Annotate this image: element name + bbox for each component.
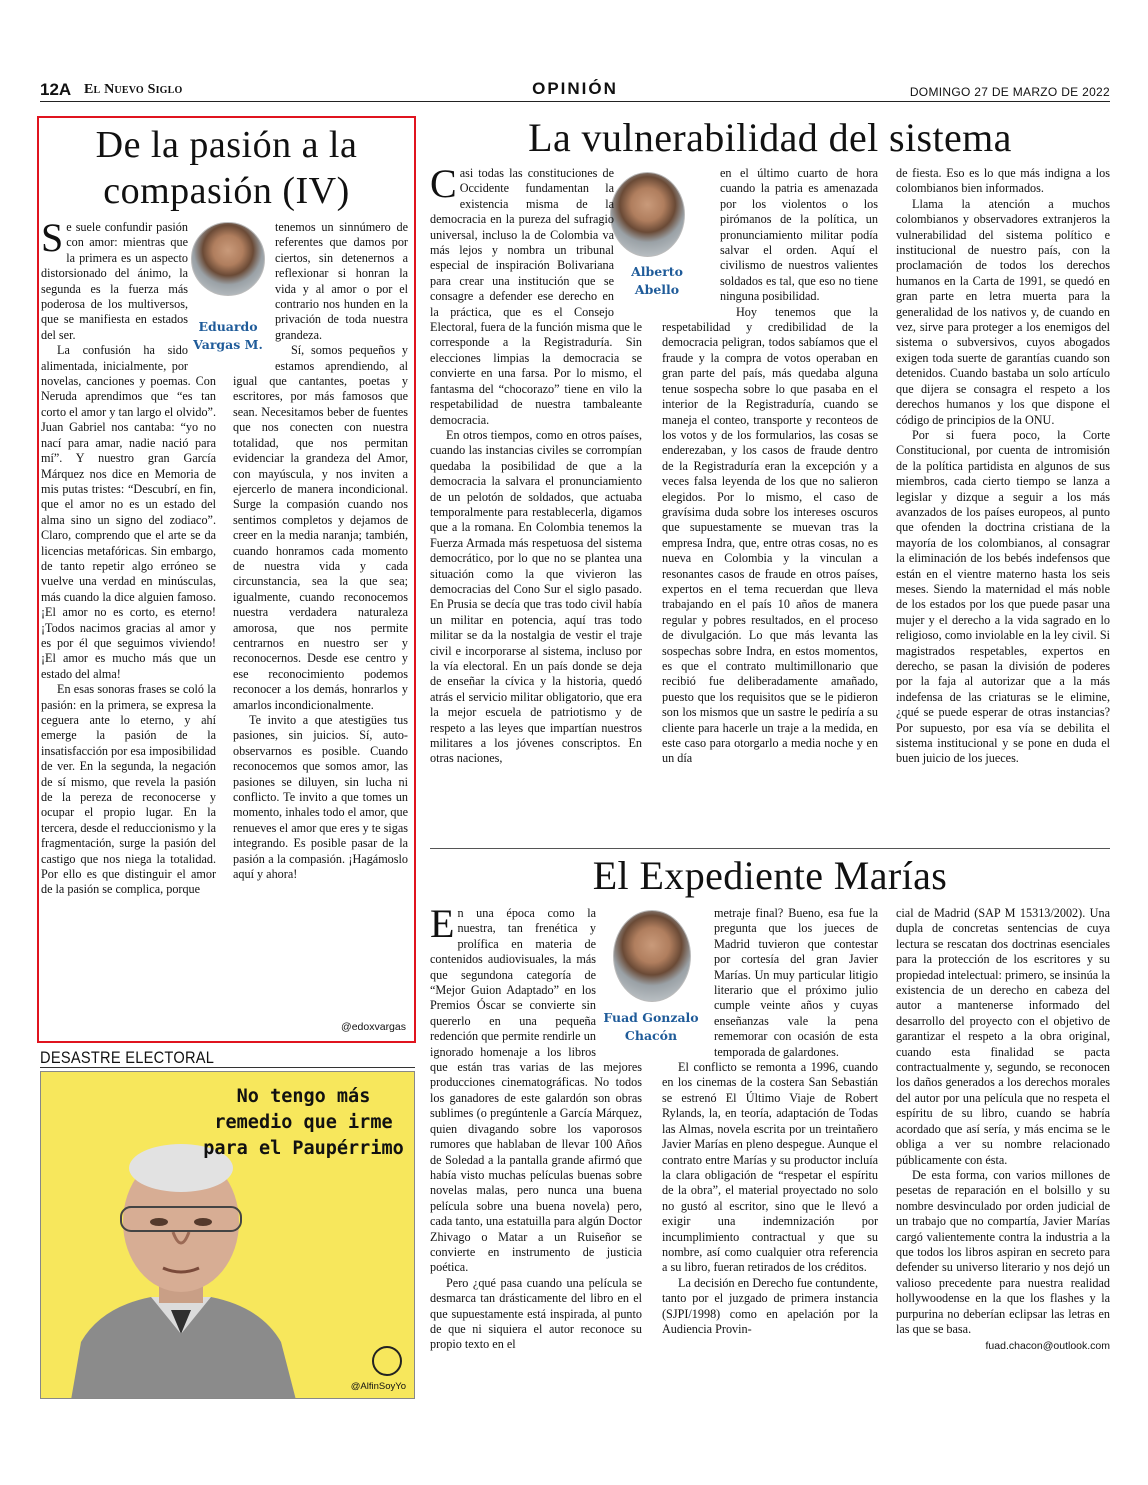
author-handle: @edoxvargas — [341, 1021, 406, 1033]
article-column-1: Se suele confundir pasión con amor: mientras que la primera es un aspecto distorsionado del ánimo, la segunda es la fuerza más poderosa de los multiversos, que se manifiesta en estados del ser. La confusión ha sido alimentada, inicialmente, por novelas, canciones y poemas. Con Neruda aprendimos que “es tan corto el amor y tan largo el olvido”. Juan Gabriel nos cantaba: “yo no nací para amar, nadie nació para mí”. Y nuestro gran García Márquez nos dice en Memoria de mis putas tristes: “Descubrí, en fin, que el amor no es un estado del alma sino un signo del zodiaco”. Claro, comprendo que el arte se da licencias metafóricas. Sin embargo, de tanto repetir algo erróneo se vuelve una verdad en minúsculas, más cuando la dice alguien famoso. ¡El amor no es corto, es eterno! ¡Todos nacimos gracias al amor y es por él que seguimos viviendo! ¡El amor es mucho más que un estado del alma! En esas sonoras frases se coló la pasión: en la primera, se expresa la ceguera ante lo eterno, y ahí emerge la pasión de la insatisfacción por esa imposibilidad de ver. En la segunda, la negación de sí mismo, que revela la pasión de la pereza de reconocerse y ocupar el propio lugar. En la tercera, desde el reduccionismo y la fragmentación, surge la pasión del castigo que nos niega la totalidad. Por ello es que distinguir el amor de la pasión se complica, porque — [41, 220, 216, 897]
article-title-expediente: El Expediente Marías — [592, 853, 948, 898]
cartoon-caption: No tengo más remedio que irme para el Paupérrimo — [203, 1086, 404, 1159]
cartoon-rule — [40, 1067, 415, 1068]
newspaper-name: El Nuevo Siglo — [84, 82, 183, 97]
author-name: Eduardo Vargas M. — [193, 319, 263, 352]
article-column-1: En una época como la nuestra, tan frenética y prolífica en materia de contenidos audiovisuales, la más que segundona categoría de “Mejor Guion Adaptado” en los Premios Óscar se convierte sin quererlo en una pequeña redención que permite rendirle un ignorado homenaje a los libros que están tras varias de las mejores producciones cinematográficas. No todos los ganadores de este galardón son obras sublimes (o pregúntenle a García Márquez, quien divagando sobre los vaporosos rumores que hablaban de llevar 100 Años de Soledad a la pantalla grande afirmó que había visto muchas películas buenas sobre novelas malas, pero nunca una buena película sobre una buena novela) pero, cada tanto, una estatuilla para algún Doctor Zhivago o Matar a un Ruiseñor se convierte en instrumento de justicia poética. Pero ¿qué pasa cuando una película se desmarca tan drásticamente del libro en el que supuestamente está inspirada, al punto de que ni siquiera el autor reconoce su propio texto en el — [430, 906, 642, 1352]
article-divider — [430, 848, 1110, 849]
cartoon — [40, 1071, 415, 1399]
cartoonist-handle: @AlfinSoyYo — [350, 1381, 406, 1392]
author-name: Alberto Abello — [631, 264, 683, 297]
article-column-2: tenemos un sinnúmero de referentes que damos por ciertos, sin detenernos a reflexionar si honran la vida y al amor o por el contrario nos hunden en la privación de toda nuestra grandeza. Sí, somos pequeños y estamos aprendiendo, al igual que cantantes, poetas y escritores, por más famosos que sean. Necesitamos beber de fuentes que nos conecten con nuestra totalidad, que nos permitan evidenciar la grandeza del Amor, con mayúscula, y nos inviten a ejercerlo de manera incondicional. Surge la compasión cuando nos sentimos completos y dejamos de creer en la media naranja; también, cuando honramos cada momento de nuestra vida y cada circunstancia, sea la que sea; igualmente, cuando reconocemos nuestra verdadera naturaleza amorosa, que nos permite centrarnos en nuestro ser y reconocernos. Desde ese centro y ese reconocimiento podemos reconocer a los demás, honrarlos y amarlos incondicionalmente. Te invito a que atestigües tus pasiones, sin juicios. Sí, auto-observarnos es posible. Cuando reconocemos que somos amor, las pasiones se diluyen, sin lucha ni conflicto. Te invito a que tomes un momento, inhales todo el amor, que renueves el amor que eres y te sigas integrando. Es posible pasar de la pasión a la compasión. ¡Hagámoslo aquí y ahora! — [233, 220, 408, 882]
dropcap: E — [430, 906, 455, 946]
section-title: OPINIÓN — [532, 79, 618, 98]
article-column-3: cial de Madrid (SAP M 15313/2002). Una dupla de concretas sentencias de cuya lectura se rescatan dos doctrinas esenciales para la protección de los escritores y su propiedad intelectual: primero, se insinúa la existencia de un derecho en cabeza del autor a mantenerse informado del desarrollo del proyecto con el objetivo de garantizar el respeto a la obra original, cuando esta finalidad se pacta contractualmente y, segundo, se reconocen los daños generados a los derechos morales del autor por una película que no respeta el espíritu de su libro, cuando se habría acordado que así sería, y más encima se le obliga a ver su nombre relacionado públicamente con ésta. De esta forma, con varios millones de pesetas de reparación en el bolsillo y su nombre desvinculado por orden judicial de un trabajo que no compartía, Javier Marías cargó valientemente contra la industria a la que todos los libros aspiran en secreto para defender su universo literario y nos dejó un valioso precedente para nuestra realidad hollywoodense en la que los flashes y la purpurina no deberían eclipsar las letras en las que se basa. fuad.chacon@outlook.com — [896, 906, 1110, 1400]
article-column-3: de fiesta. Eso es lo que más indigna a los colombianos bien informados. Llama la atención a muchos colombianos y observadores extranjeros la vulnerabilidad del sistema político e institucional de nuestro país, con la proclamación de todos los derechos humanos en la Carta de 1991, se quedó en gran parte en letra muerta para la generalidad de los nativos y, de cuando en vez, sirve para proteger a los enemigos del sistema o subversivos, cuyos abogados exigen toda suerte de garantías cuando son detenidos. Cuando bastaba un solo artículo que dijera se consagra el respeto a los derechos humanos y los que dispone el código de principios de la ONU. Por si fuera poco, la Corte Constitucional, por cuenta de intromisión de la política partidista en algunos de sus miembros, cada cierto tiempo se lanza a legislar y dizque a seguir a los más avanzados de los países europeos, al punto que ofenden la doctrina cristiana de la mayoría de los colombianos, al consagrar la eliminación de los bebés indefensos que están en el vientre materno hasta los seis meses. Siendo la maternidad el más noble de los estados por los que puede pasar una mujer y el derecho a la vida sagrado en lo religioso, como inviolable en la ley civil. Si magistrados respetables, expertos en derecho, se pasan la división de poderes por la faja al autorizar que a la más indefensa de las criaturas se le elimine, ¿qué se puede esperar de otras instancias? Por supuesto, por esa vía se debilita el sistema institucional y se pone en duda el buen juicio de los jueces. — [896, 166, 1110, 766]
article-column-2: metraje final? Bueno, esa fue la pregunta que los jueces de Madrid tuvieron que contestar por cortesía del gran Javier Marías. Un muy particular litigio literario que el próximo julio cumple veinte años y cuyas enseñanzas vale la pena rememorar con ocasión de esta temporada de galardones. El conflicto se remonta a 1996, cuando en los cinemas de la costera San Sebastián se estrenó El Último Viaje de Robert Rylands, la, en teoría, adaptación de Todas las Almas, novela escrita por un treintañero Javier Marías en pleno despegue. Aunque el contrato entre Marías y su productor incluía la clara obligación de “respetar el espíritu de la obra”, el material proyectado no solo no gustó al escritor, sino que le llevó a exigir una indemnización por incumplimiento contractual y que su nombre, así como cualquier otra referencia a su libro, fueran retirados de los créditos. La decisión en Derecho fue contundente, tanto por el juzgado de primera instancia (SJPI/1998) como en apelación por la Audiencia Provin- — [662, 906, 878, 1336]
article-column-1: Casi todas las constituciones de Occidente fundamentan la existencia misma de la democracia en la pureza del sufragio universal, incluso la de Colombia va más lejos y nombra un tribunal especial de inspiración Bolivariana para crear una institución que se consagre a defender ese derecho en la práctica, que es el Consejo Electoral, fuera de la función misma que le corresponde a la Registraduría. Sin elecciones limpias la democracia se convierte en una farsa. Por lo mismo, el fantasma del “chocorazo” tiene en vilo la respetabilidad de nuestra tambaleante democracia. En otros tiempos, como en otros países, cuando las instancias civiles se corrompían quedaba la posibilidad de que a la democracia la salvara el pronunciamiento de un pelotón de soldados, que actuaba temporalmente para restablecerla, digamos que a la romana. En Colombia tenemos la Fuerza Armada más respetuosa del sistema democrático, por lo que no se plantea una situación como la que vivieron las democracias del Cono Sur el siglo pasado. En Prusia se decía que tras todo civil había un militar en potencia, aquí tras todo militar se da la nostalgia de vestir el traje civil e incorporarse al sistema, incluso por la vía electoral. En un país donde se deja de enseñar la cívica y la historia, quedó atrás el servicio militar obligatorio, que era la mejor escuela de patriotismo y de respeto a las leyes que impartían nuestros militares a los jóvenes conscriptos. En otras naciones, — [430, 166, 642, 766]
article-title-vulnerabilidad: La vulnerabilidad del sistema — [528, 115, 1012, 160]
dropcap: C — [430, 166, 457, 206]
page-number: 12A — [40, 80, 72, 99]
author-email: fuad.chacon@outlook.com — [985, 1340, 1110, 1353]
cartoonist-logo-icon — [372, 1346, 402, 1376]
cartoon-label: DESASTRE ELECTORAL — [40, 1048, 215, 1067]
dropcap: S — [41, 220, 64, 260]
author-name: Fuad Gonzalo Chacón — [603, 1010, 699, 1043]
article-column-2: en el último cuarto de hora cuando la patria es amenazada por los violentos o los pirómanos de la política, un pronunciamiento militar podía salvar el orden. Aquí el civilismo de nuestros valientes soldados es tal, que eso no tiene ninguna posibilidad. Hoy tenemos que la respetabilidad y credibilidad de la democracia peligran, todos sabíamos que el fraude y la compra de votos operaban en gran parte del país, más quedaba alguna tenue sospecha sobre lo que pasaba en el interior de la Registraduría, cuando se maneja el conteo, transporte y reconteos de los votos y de los formularios, las cosas se enderezaban, y los casos de fraude dentro de la Registraduría eran la excepción y a veces falsa leyenda de los que no salieron elegidos. Por lo mismo, el caso de gravísima duda sobre los intereses oscuros que supuestamente se muevan tras la empresa Indra, que, entre otras cosas, no es nueva en Colombia y la vinculan a resonantes casos de fraude en otros países, expertos en el tema recuerdan que lleva trabajando en el país 10 años de manera regular y pobres resultados, en el proceso de divulgación. Lo que más levanta las sospechas sobre Indra, en estos momentos, es que el contrato multimillonario que recibió fue deliberadamente amañado, puesto que los requisitos que se le pidieron son los mismos que un sastre le pediría a su cliente para hacerle un traje a la medida, en este caso para otorgarlo a media noche y en un día — [662, 166, 878, 766]
page-header — [40, 78, 1110, 102]
article-title: De la pasión a la compasión (IV) — [95, 124, 358, 212]
issue-date: DOMINGO 27 DE MARZO DE 2022 — [909, 85, 1110, 99]
article-pasion-compasion — [37, 116, 416, 1043]
